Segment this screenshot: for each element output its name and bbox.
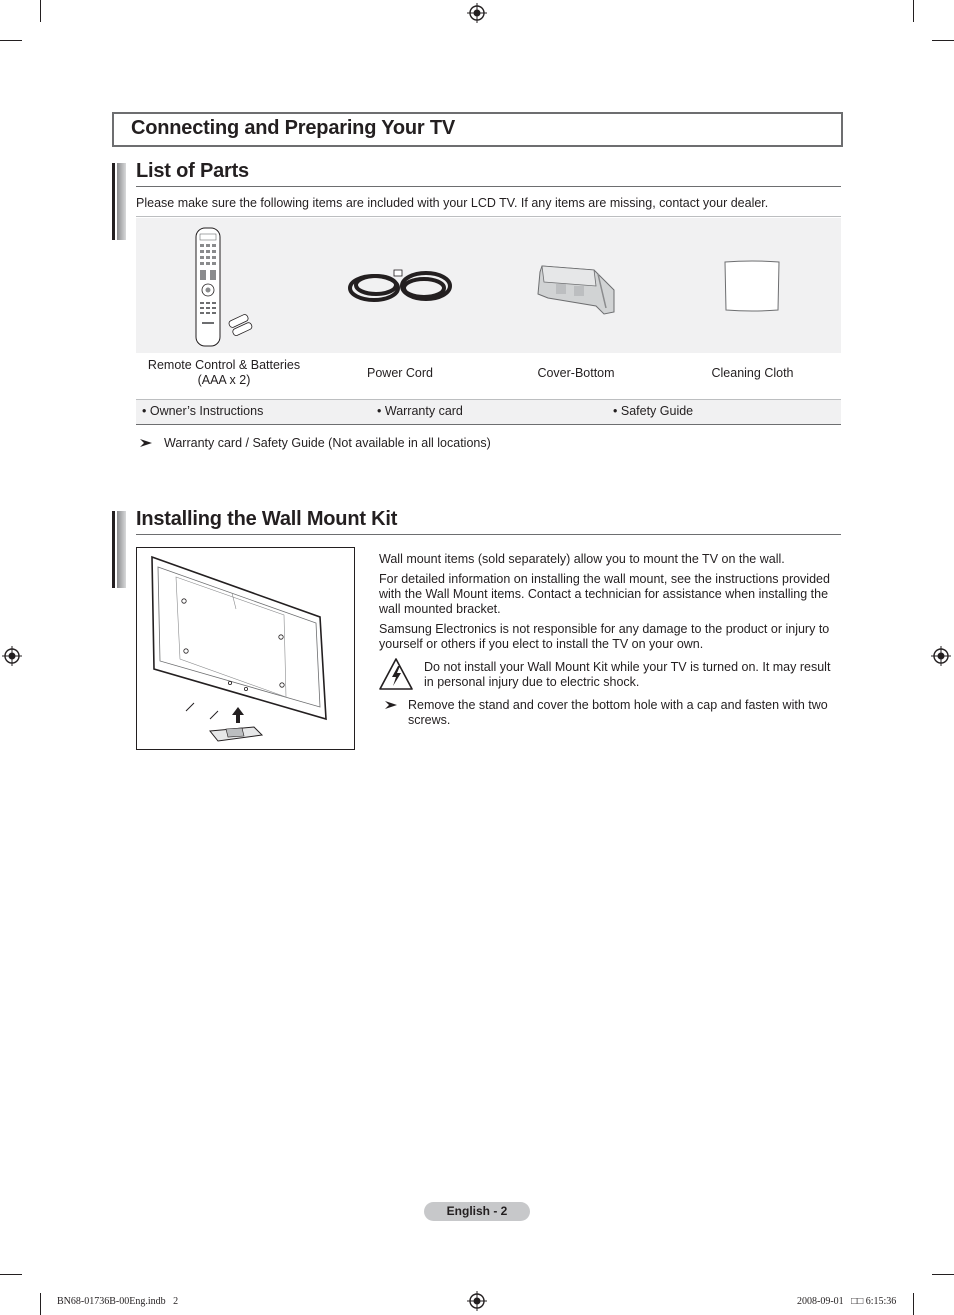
extra-safety-guide: Safety Guide (620, 404, 694, 418)
extra-warranty-card: Warranty card (384, 404, 463, 418)
crop-mark (932, 40, 954, 41)
crop-mark (0, 1274, 22, 1275)
cleaning-cloth-icon (722, 258, 782, 314)
crop-mark (932, 1274, 954, 1275)
wall-mount-illustration (136, 547, 356, 751)
power-cord-icon (346, 262, 456, 312)
extra-owners-instructions: Owner’s Instructions (149, 404, 264, 418)
list-item: • Owner’s Instructions (142, 404, 264, 418)
crop-mark (0, 40, 22, 41)
divider (136, 216, 841, 217)
print-slug-left: BN68-01736B-00Eng.indb 2 (57, 1296, 179, 1307)
registration-mark-icon (467, 3, 487, 23)
note-arrow-icon (385, 700, 397, 710)
part-label-cover-bottom: Cover-Bottom (537, 366, 615, 380)
remote-control-icon (194, 226, 258, 348)
print-slug-right: 2008-09-01 □□ 6:15:36 (797, 1296, 897, 1307)
wall-paragraph: For detailed information on installing the wall mount, see the instructions provided with the Wall Mount items. Contact a technician for assistance when installing the wall mounted bracket. (379, 572, 830, 616)
warning-text: Do not install your Wall Mount Kit while your TV is turned on. It may result in personal injury due to electric shock. (424, 660, 831, 689)
parts-intro: Please make sure the following items are included with your LCD TV. If any items are missing, contact your dealer. (136, 196, 769, 210)
registration-mark-icon (467, 1291, 487, 1311)
crop-mark (913, 1293, 914, 1315)
section-bar (112, 163, 126, 240)
section-title-parts: List of Parts (136, 160, 249, 182)
page-number-badge: English - 2 (424, 1202, 530, 1221)
list-item: • Warranty card (377, 404, 463, 418)
wall-paragraph: Wall mount items (sold separately) allow you to mount the TV on the wall. (379, 552, 785, 566)
part-label-cleaning-cloth: Cleaning Cloth (711, 366, 794, 380)
crop-mark (913, 0, 914, 22)
section-bar (112, 511, 126, 588)
parts-image-panel (136, 218, 841, 353)
main-title-box (112, 112, 843, 147)
part-label-power-cord: Power Cord (367, 366, 433, 380)
wall-note: Remove the stand and cover the bottom hole with a cap and fasten with two screws. (408, 698, 828, 727)
list-item: • Safety Guide (613, 404, 694, 418)
section-rule (136, 534, 841, 535)
section-title-wall-mount: Installing the Wall Mount Kit (136, 508, 398, 530)
page-title: Connecting and Preparing Your TV (131, 117, 456, 139)
part-label-remote: Remote Control & Batteries (AAA x 2) (147, 358, 301, 387)
section-rule (136, 186, 841, 187)
extras-row (136, 399, 841, 425)
electric-shock-warning-icon (378, 657, 414, 691)
registration-mark-icon (931, 646, 951, 666)
wall-paragraph: Samsung Electronics is not responsible for any damage to the product or injury to yourself or others if you elect to install the TV on your own. (379, 622, 830, 651)
crop-mark (40, 1293, 41, 1315)
crop-mark (40, 0, 41, 22)
parts-note: Warranty card / Safety Guide (Not available in all locations) (164, 436, 491, 450)
note-arrow-icon (140, 438, 152, 448)
cover-bottom-icon (534, 260, 620, 318)
registration-mark-icon (2, 646, 22, 666)
